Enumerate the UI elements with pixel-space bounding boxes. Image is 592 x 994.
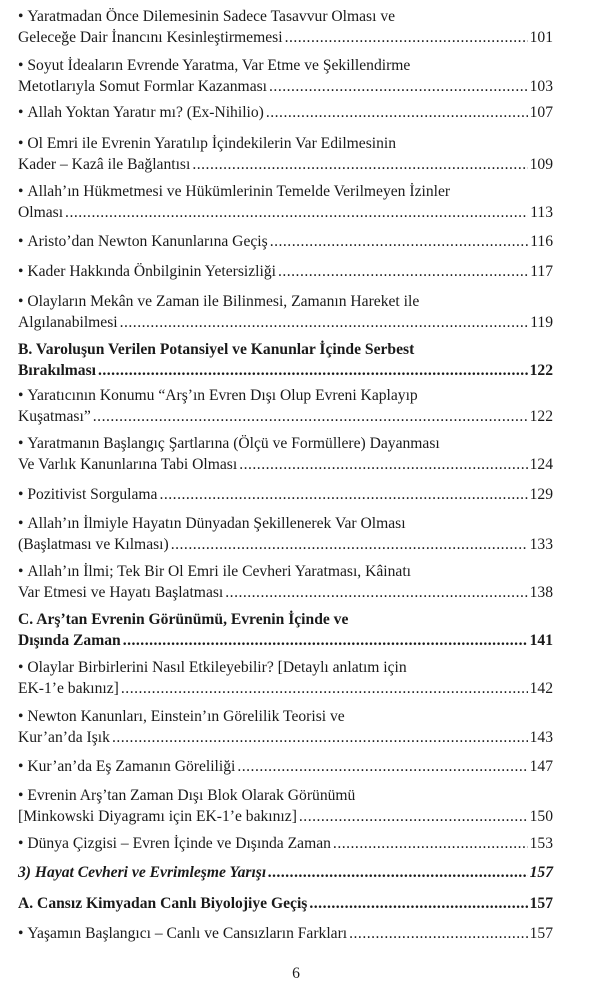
dot-leader: [120, 312, 529, 333]
toc-entry-title: B. Varoluşun Verilen Potansiyel ve Kanunlar İçinde Serbest: [18, 341, 415, 358]
toc-page-number: 122: [529, 408, 553, 425]
toc-entry-title: • Dünya Çizgisi – Evren İçinde ve Dışında Zaman: [18, 833, 331, 854]
toc-entry-title: Dışında Zaman: [18, 632, 121, 649]
toc-page-number: 141: [529, 632, 553, 649]
dot-leader: [349, 923, 527, 944]
toc-page-number: 153: [529, 835, 553, 852]
toc-entry-title: • Soyut İdeaların Evrende Yaratma, Var Etme ve Şekillendirme: [18, 57, 410, 74]
toc-entry: [18, 609, 553, 651]
dot-leader: [299, 806, 528, 827]
toc-page-number: 103: [529, 78, 553, 95]
toc-entry: [18, 6, 553, 48]
toc-page-number: 122: [529, 362, 553, 379]
dot-leader: [225, 582, 527, 603]
toc-entry-title: Olması: [18, 204, 64, 221]
toc-page-number: 109: [529, 156, 553, 173]
dot-leader: [285, 27, 528, 48]
dot-leader: [98, 360, 528, 381]
toc-entry-title: • Newton Kanunları, Einstein’ın Görelilik Teorisi ve: [18, 708, 345, 725]
dot-leader: [268, 862, 527, 883]
toc-entry: [18, 433, 553, 475]
dot-leader: [278, 261, 528, 282]
toc-entry-title: • Yaratmadan Önce Dilemesinin Sadece Tasavvur Olması ve: [18, 8, 395, 25]
toc-entry: [18, 133, 553, 175]
dot-leader: [237, 756, 527, 777]
toc-entry-title: [Minkowski Diyagramı için EK-1’e bakınız]: [18, 808, 297, 825]
toc-page-number: 129: [529, 486, 553, 503]
toc-entry: [18, 657, 553, 699]
toc-entry-title: A. Cansız Kimyadan Canlı Biyolojiye Geçiş: [18, 895, 308, 912]
toc-page-number: 157: [529, 864, 553, 881]
toc-entry-title: Algılanabilmesi: [18, 314, 118, 331]
dot-leader: [65, 202, 528, 223]
toc-entry-title: • Allah Yoktan Yaratır mı? (Ex-Nihilio): [18, 102, 264, 123]
toc-page-number: 107: [529, 104, 553, 121]
toc-page-number: 143: [529, 729, 553, 746]
toc-page-number: 124: [529, 456, 553, 473]
toc-entry: [18, 102, 553, 123]
toc-entry-title: • Allah’ın Hükmetmesi ve Hükümlerinin Temelde Verilmeyen İzinler: [18, 183, 450, 200]
toc-entry: [18, 862, 553, 883]
toc-entry-title: • Ol Emri ile Evrenin Yaratılıp İçindekilerin Var Edilmesinin: [18, 135, 396, 152]
toc-entry-title: EK-1’e bakınız]: [18, 680, 119, 697]
dot-leader: [93, 406, 528, 427]
toc-page-number: 116: [530, 233, 553, 250]
toc-page-number: 150: [529, 808, 553, 825]
toc-entry-title: • Yaşamın Başlangıcı – Canlı ve Cansızların Farkları: [18, 923, 347, 944]
toc-entry-title: Kader – Kazâ ile Bağlantısı: [18, 156, 191, 173]
toc-entry-title: Bırakılması: [18, 362, 96, 379]
toc-entry: [18, 923, 553, 944]
toc-page-number: 142: [529, 680, 553, 697]
toc-entry-title: • Yaratıcının Konumu “Arş’ın Evren Dışı Olup Evreni Kaplayıp: [18, 387, 418, 404]
toc-entry-title: Ve Varlık Kanunlarına Tabi Olması: [18, 456, 238, 473]
toc-entry: [18, 55, 553, 97]
toc-page-number: 101: [529, 29, 553, 46]
toc-entry: [18, 893, 553, 914]
toc-entry-title: 3) Hayat Cevheri ve Evrimleşme Yarışı: [18, 864, 267, 881]
toc-entry-title: • Aristo’dan Newton Kanunlarına Geçiş: [18, 231, 268, 252]
toc-entry: [18, 785, 553, 827]
toc-page-number: 117: [530, 263, 553, 280]
toc-entry-title: • Kader Hakkında Önbilginin Yetersizliği: [18, 261, 276, 282]
toc-page-number: 147: [529, 758, 553, 775]
dot-leader: [112, 727, 528, 748]
dot-leader: [171, 534, 528, 555]
dot-leader: [123, 630, 528, 651]
toc-page-number: 119: [530, 314, 553, 331]
toc-entry-title: Kur’an’da Işık: [18, 729, 110, 746]
toc-entry: [18, 561, 553, 603]
toc-entry-title: • Yaratmanın Başlangıç Şartlarına (Ölçü ve Formüllere) Dayanması: [18, 435, 440, 452]
dot-leader: [309, 893, 527, 914]
toc-entry-title: • Kur’an’da Eş Zamanın Göreliliği: [18, 756, 235, 777]
toc-entry: [18, 756, 553, 777]
toc-entry: [18, 339, 553, 381]
toc-entry: [18, 833, 553, 854]
toc-entry: [18, 261, 553, 282]
toc-entry: [18, 291, 553, 333]
toc-page-number: 157: [529, 895, 553, 912]
toc-page-number: 138: [529, 584, 553, 601]
toc-entry-title: Var Etmesi ve Hayatı Başlatması: [18, 584, 224, 601]
toc-page-number: 157: [529, 925, 553, 942]
toc-entry-title: • Allah’ın İlmiyle Hayatın Dünyadan Şekillenerek Var Olması: [18, 515, 406, 532]
toc-entry-title: • Pozitivist Sorgulama: [18, 484, 157, 505]
toc-entry-title: • Allah’ın İlmi; Tek Bir Ol Emri ile Cevheri Yaratması, Kâinatı: [18, 563, 411, 580]
toc-entry-title: Geleceğe Dair İnancını Kesinleştirmemesi: [18, 29, 283, 46]
dot-leader: [121, 678, 528, 699]
toc-entry-title: • Olayların Mekân ve Zaman ile Bilinmesi, Zamanın Hareket ile: [18, 293, 419, 310]
dot-leader: [269, 76, 528, 97]
toc-entry-title: C. Arş’tan Evrenin Görünümü, Evrenin İçinde ve: [18, 611, 349, 628]
toc-page-number: 113: [530, 204, 553, 221]
dot-leader: [266, 102, 528, 123]
dot-leader: [270, 231, 528, 252]
toc-entry: [18, 706, 553, 748]
toc-entry: [18, 231, 553, 252]
toc-entry: [18, 181, 553, 223]
toc-entry-title: • Evrenin Arş’tan Zaman Dışı Blok Olarak Görünümü: [18, 787, 355, 804]
toc-entry: [18, 484, 553, 505]
dot-leader: [159, 484, 527, 505]
toc-entry-title: • Olaylar Birbirlerini Nasıl Etkileyebilir? [Detaylı anlatım için: [18, 659, 407, 676]
dot-leader: [192, 154, 527, 175]
toc-page-number: 133: [529, 536, 553, 553]
toc-entry: [18, 513, 553, 555]
page-number: 6: [292, 965, 300, 982]
toc-entry-title: Metotlarıyla Somut Formlar Kazanması: [18, 78, 268, 95]
dot-leader: [239, 454, 527, 475]
dot-leader: [333, 833, 528, 854]
toc-entry-title: (Başlatması ve Kılması): [18, 536, 169, 553]
toc-entry: [18, 385, 553, 427]
toc-entry-title: Kuşatması”: [18, 408, 91, 425]
